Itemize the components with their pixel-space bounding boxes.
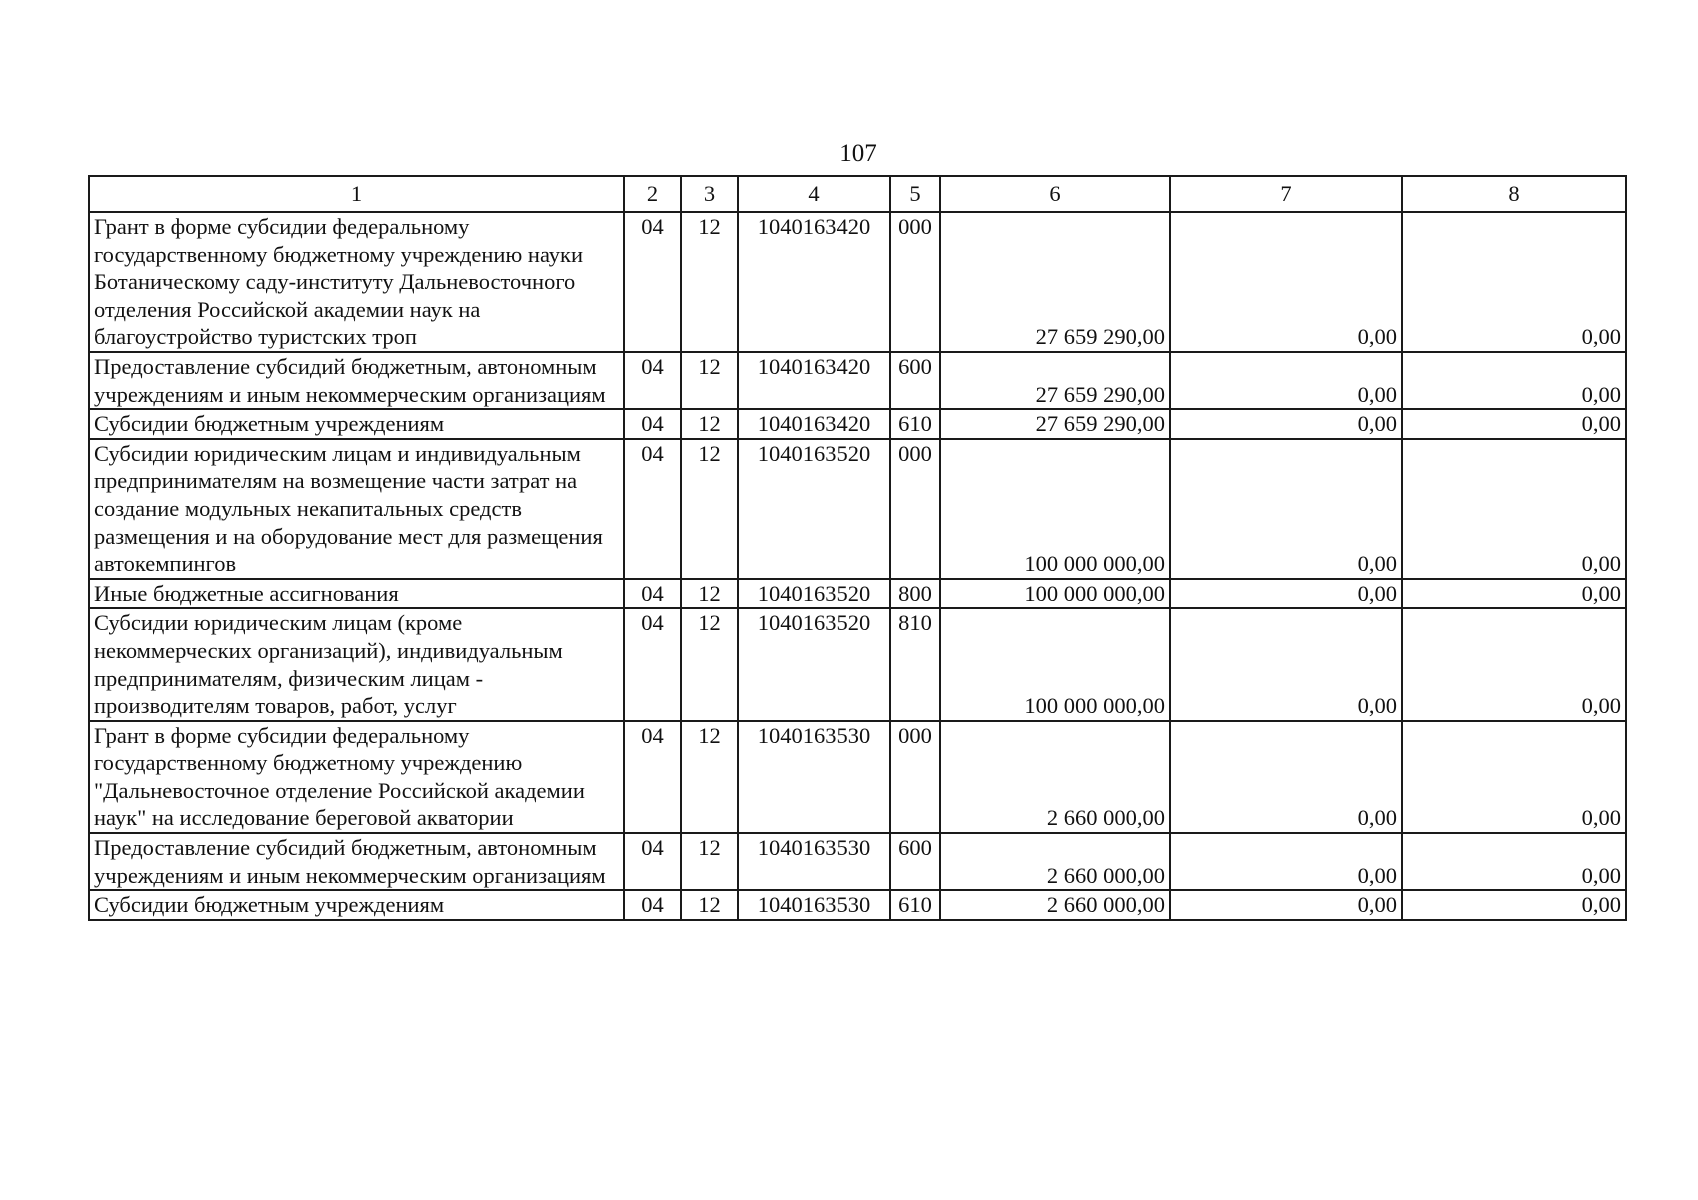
row-target-article-code: 1040163530: [738, 890, 890, 920]
row-amount-col-7: 0,00: [1170, 833, 1402, 890]
row-subsection-code: 12: [681, 833, 738, 890]
row-subsection-code: 12: [681, 409, 738, 439]
row-name: Субсидии юридическим лицам и индивидуальным предпринимателям на возмещение части затрат на создание модульных некапитальных средств размещения и на оборудование мест для размещения автокемпингов: [89, 439, 624, 579]
row-section-code: 04: [624, 352, 681, 409]
row-target-article-code: 1040163520: [738, 439, 890, 579]
row-expense-type-code: 600: [890, 833, 940, 890]
row-expense-type-code: 000: [890, 212, 940, 352]
row-name: Предоставление субсидий бюджетным, автономным учреждениям и иным некоммерческим организациям: [89, 352, 624, 409]
row-target-article-code: 1040163420: [738, 352, 890, 409]
row-amount-col-8: 0,00: [1402, 890, 1626, 920]
row-subsection-code: 12: [681, 890, 738, 920]
row-name: Грант в форме субсидии федеральному государственному бюджетному учреждению науки Ботаническому саду-институту Дальневосточного отделения Российской академии наук на благоустройство туристских троп: [89, 212, 624, 352]
header-col-3: 3: [681, 176, 738, 212]
row-target-article-code: 1040163530: [738, 833, 890, 890]
row-section-code: 04: [624, 409, 681, 439]
row-subsection-code: 12: [681, 212, 738, 352]
row-amount-col-7: 0,00: [1170, 439, 1402, 579]
row-name: Субсидии юридическим лицам (кроме некоммерческих организаций), индивидуальным предпринимателям, физическим лицам - производителям товаров, работ, услуг: [89, 608, 624, 720]
row-amount-col-7: 0,00: [1170, 212, 1402, 352]
row-expense-type-code: 600: [890, 352, 940, 409]
table-row: [89, 352, 1626, 409]
row-amount-col-8: 0,00: [1402, 579, 1626, 609]
row-amount-col-6: 2 660 000,00: [940, 833, 1170, 890]
header-col-6: 6: [940, 176, 1170, 212]
table-row: [89, 833, 1626, 890]
row-name: Субсидии бюджетным учреждениям: [89, 890, 624, 920]
row-section-code: 04: [624, 833, 681, 890]
table-row: [89, 608, 1626, 720]
row-amount-col-7: 0,00: [1170, 579, 1402, 609]
row-subsection-code: 12: [681, 352, 738, 409]
row-amount-col-6: 100 000 000,00: [940, 608, 1170, 720]
row-amount-col-7: 0,00: [1170, 409, 1402, 439]
header-col-4: 4: [738, 176, 890, 212]
row-target-article-code: 1040163520: [738, 608, 890, 720]
row-expense-type-code: 610: [890, 890, 940, 920]
row-amount-col-6: 100 000 000,00: [940, 579, 1170, 609]
row-amount-col-7: 0,00: [1170, 352, 1402, 409]
table-row: [89, 439, 1626, 579]
row-amount-col-8: 0,00: [1402, 439, 1626, 579]
row-amount-col-8: 0,00: [1402, 409, 1626, 439]
row-target-article-code: 1040163520: [738, 579, 890, 609]
row-amount-col-6: 2 660 000,00: [940, 721, 1170, 833]
table-row: [89, 409, 1626, 439]
row-section-code: 04: [624, 721, 681, 833]
row-amount-col-8: 0,00: [1402, 212, 1626, 352]
budget-table: [88, 175, 1627, 921]
row-section-code: 04: [624, 212, 681, 352]
row-target-article-code: 1040163420: [738, 409, 890, 439]
row-amount-col-6: 27 659 290,00: [940, 352, 1170, 409]
row-section-code: 04: [624, 890, 681, 920]
row-section-code: 04: [624, 439, 681, 579]
row-target-article-code: 1040163420: [738, 212, 890, 352]
row-target-article-code: 1040163530: [738, 721, 890, 833]
table-row: [89, 579, 1626, 609]
row-amount-col-8: 0,00: [1402, 352, 1626, 409]
row-name: Иные бюджетные ассигнования: [89, 579, 624, 609]
row-amount-col-7: 0,00: [1170, 890, 1402, 920]
row-name: Субсидии бюджетным учреждениям: [89, 409, 624, 439]
row-amount-col-8: 0,00: [1402, 608, 1626, 720]
row-expense-type-code: 800: [890, 579, 940, 609]
row-section-code: 04: [624, 579, 681, 609]
row-subsection-code: 12: [681, 721, 738, 833]
header-col-2: 2: [624, 176, 681, 212]
row-expense-type-code: 610: [890, 409, 940, 439]
row-expense-type-code: 000: [890, 439, 940, 579]
row-amount-col-6: 27 659 290,00: [940, 409, 1170, 439]
row-amount-col-6: 27 659 290,00: [940, 212, 1170, 352]
row-subsection-code: 12: [681, 608, 738, 720]
row-expense-type-code: 810: [890, 608, 940, 720]
row-expense-type-code: 000: [890, 721, 940, 833]
table-row: [89, 721, 1626, 833]
page-number: 107: [839, 140, 877, 167]
row-amount-col-7: 0,00: [1170, 721, 1402, 833]
header-col-8: 8: [1402, 176, 1626, 212]
row-amount-col-7: 0,00: [1170, 608, 1402, 720]
row-amount-col-6: 2 660 000,00: [940, 890, 1170, 920]
row-subsection-code: 12: [681, 579, 738, 609]
row-name: Предоставление субсидий бюджетным, автономным учреждениям и иным некоммерческим организациям: [89, 833, 624, 890]
row-subsection-code: 12: [681, 439, 738, 579]
row-amount-col-8: 0,00: [1402, 833, 1626, 890]
table-row: [89, 212, 1626, 352]
row-amount-col-8: 0,00: [1402, 721, 1626, 833]
header-col-1: 1: [89, 176, 624, 212]
table-row: [89, 890, 1626, 920]
header-row: [89, 176, 1626, 212]
header-col-5: 5: [890, 176, 940, 212]
row-section-code: 04: [624, 608, 681, 720]
header-col-7: 7: [1170, 176, 1402, 212]
row-name: Грант в форме субсидии федеральному государственному бюджетному учреждению "Дальневосточное отделение Российской академии наук" на исследование береговой акватории: [89, 721, 624, 833]
row-amount-col-6: 100 000 000,00: [940, 439, 1170, 579]
